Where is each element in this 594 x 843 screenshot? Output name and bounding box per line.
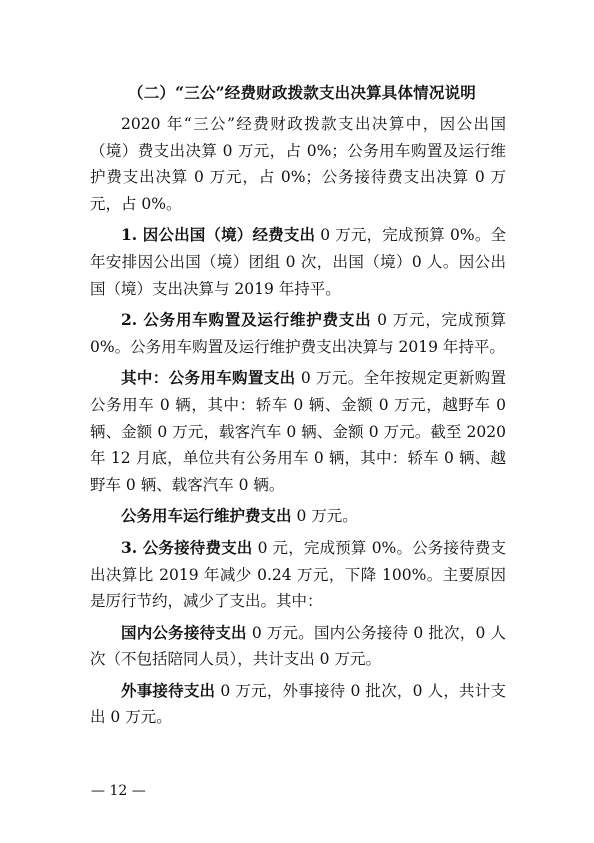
paragraph-vehicle-purchase bbox=[90, 365, 506, 498]
paragraph-bold-lead: 1. 因公出国（境）经费支出 bbox=[121, 225, 316, 245]
paragraph-text: 0 万元，外事接待 0 批次，0 人，共计支出 0 万元。 bbox=[90, 681, 506, 727]
paragraph-bold-lead: 外事接待支出 bbox=[121, 680, 216, 700]
paragraph-text: 0 万元。 bbox=[291, 507, 358, 526]
paragraph-bold-lead: 公务用车运行维护费支出 bbox=[121, 506, 292, 526]
paragraph-foreign-reception bbox=[90, 678, 506, 731]
paragraph-overseas-travel bbox=[90, 222, 506, 302]
page-number: — 12 — bbox=[91, 783, 146, 799]
paragraph-text: 0 万元，完成预算 0%。公务用车购置及运行维护费支出决算与 2019 年持平。 bbox=[90, 311, 506, 356]
paragraph-text: 2020 年“三公”经费财政拨款支出决算中，因公出国（境）费支出决算 0 万元，占 0%；公务用车购置及运行维护费支出决算 0 万元，占 0%；公务接待费支出决算 0 万元，占 0%。 bbox=[90, 115, 506, 213]
paragraph-bold-lead: 其中：公务用车购置支出 bbox=[121, 368, 296, 388]
paragraph-vehicle-total bbox=[90, 307, 506, 360]
paragraph-vehicle-maintenance bbox=[90, 503, 506, 530]
paragraph-bold-lead: 2. 公务用车购置及运行维护费支出 bbox=[121, 310, 372, 330]
section-heading: （二）“三公”经费财政拨款支出决算具体情况说明 bbox=[128, 83, 476, 102]
paragraph-text: 0 万元。全年按规定更新购置公务用车 0 辆，其中：轿车 0 辆、金额 0 万元，越野车 0 辆、金额 0 万元，载客汽车 0 辆、金额 0 万元。截至 2020 年 12 月底，单位共有公务用车 0 辆，其中：轿车 0 辆、越野车 0 辆、载客汽车 0 辆。 bbox=[90, 369, 506, 494]
paragraph-text: 0 万元，完成预算 0%。全年安排因公出国（境）团组 0 次，出国（境）0 人。因公出国（境）支出决算与 2019 年持平。 bbox=[90, 226, 506, 298]
paragraph-text: 0 万元。国内公务接待 0 批次，0 人次（不包括陪同人员），共计支出 0 万元。 bbox=[90, 623, 506, 669]
paragraph-text: 0 元，完成预算 0%。公务接待费支出决算比 2019 年减少 0.24 万元，下降 100%。主要原因是厉行节约，减少了支出。其中： bbox=[90, 538, 507, 611]
paragraph-reception bbox=[90, 535, 506, 615]
paragraph-summary bbox=[90, 111, 506, 217]
paragraph-bold-lead: 3. 公务接待费支出 bbox=[121, 537, 253, 557]
document-body bbox=[90, 111, 506, 736]
paragraph-bold-lead: 国内公务接待支出 bbox=[121, 622, 247, 642]
paragraph-domestic-reception bbox=[90, 620, 506, 673]
